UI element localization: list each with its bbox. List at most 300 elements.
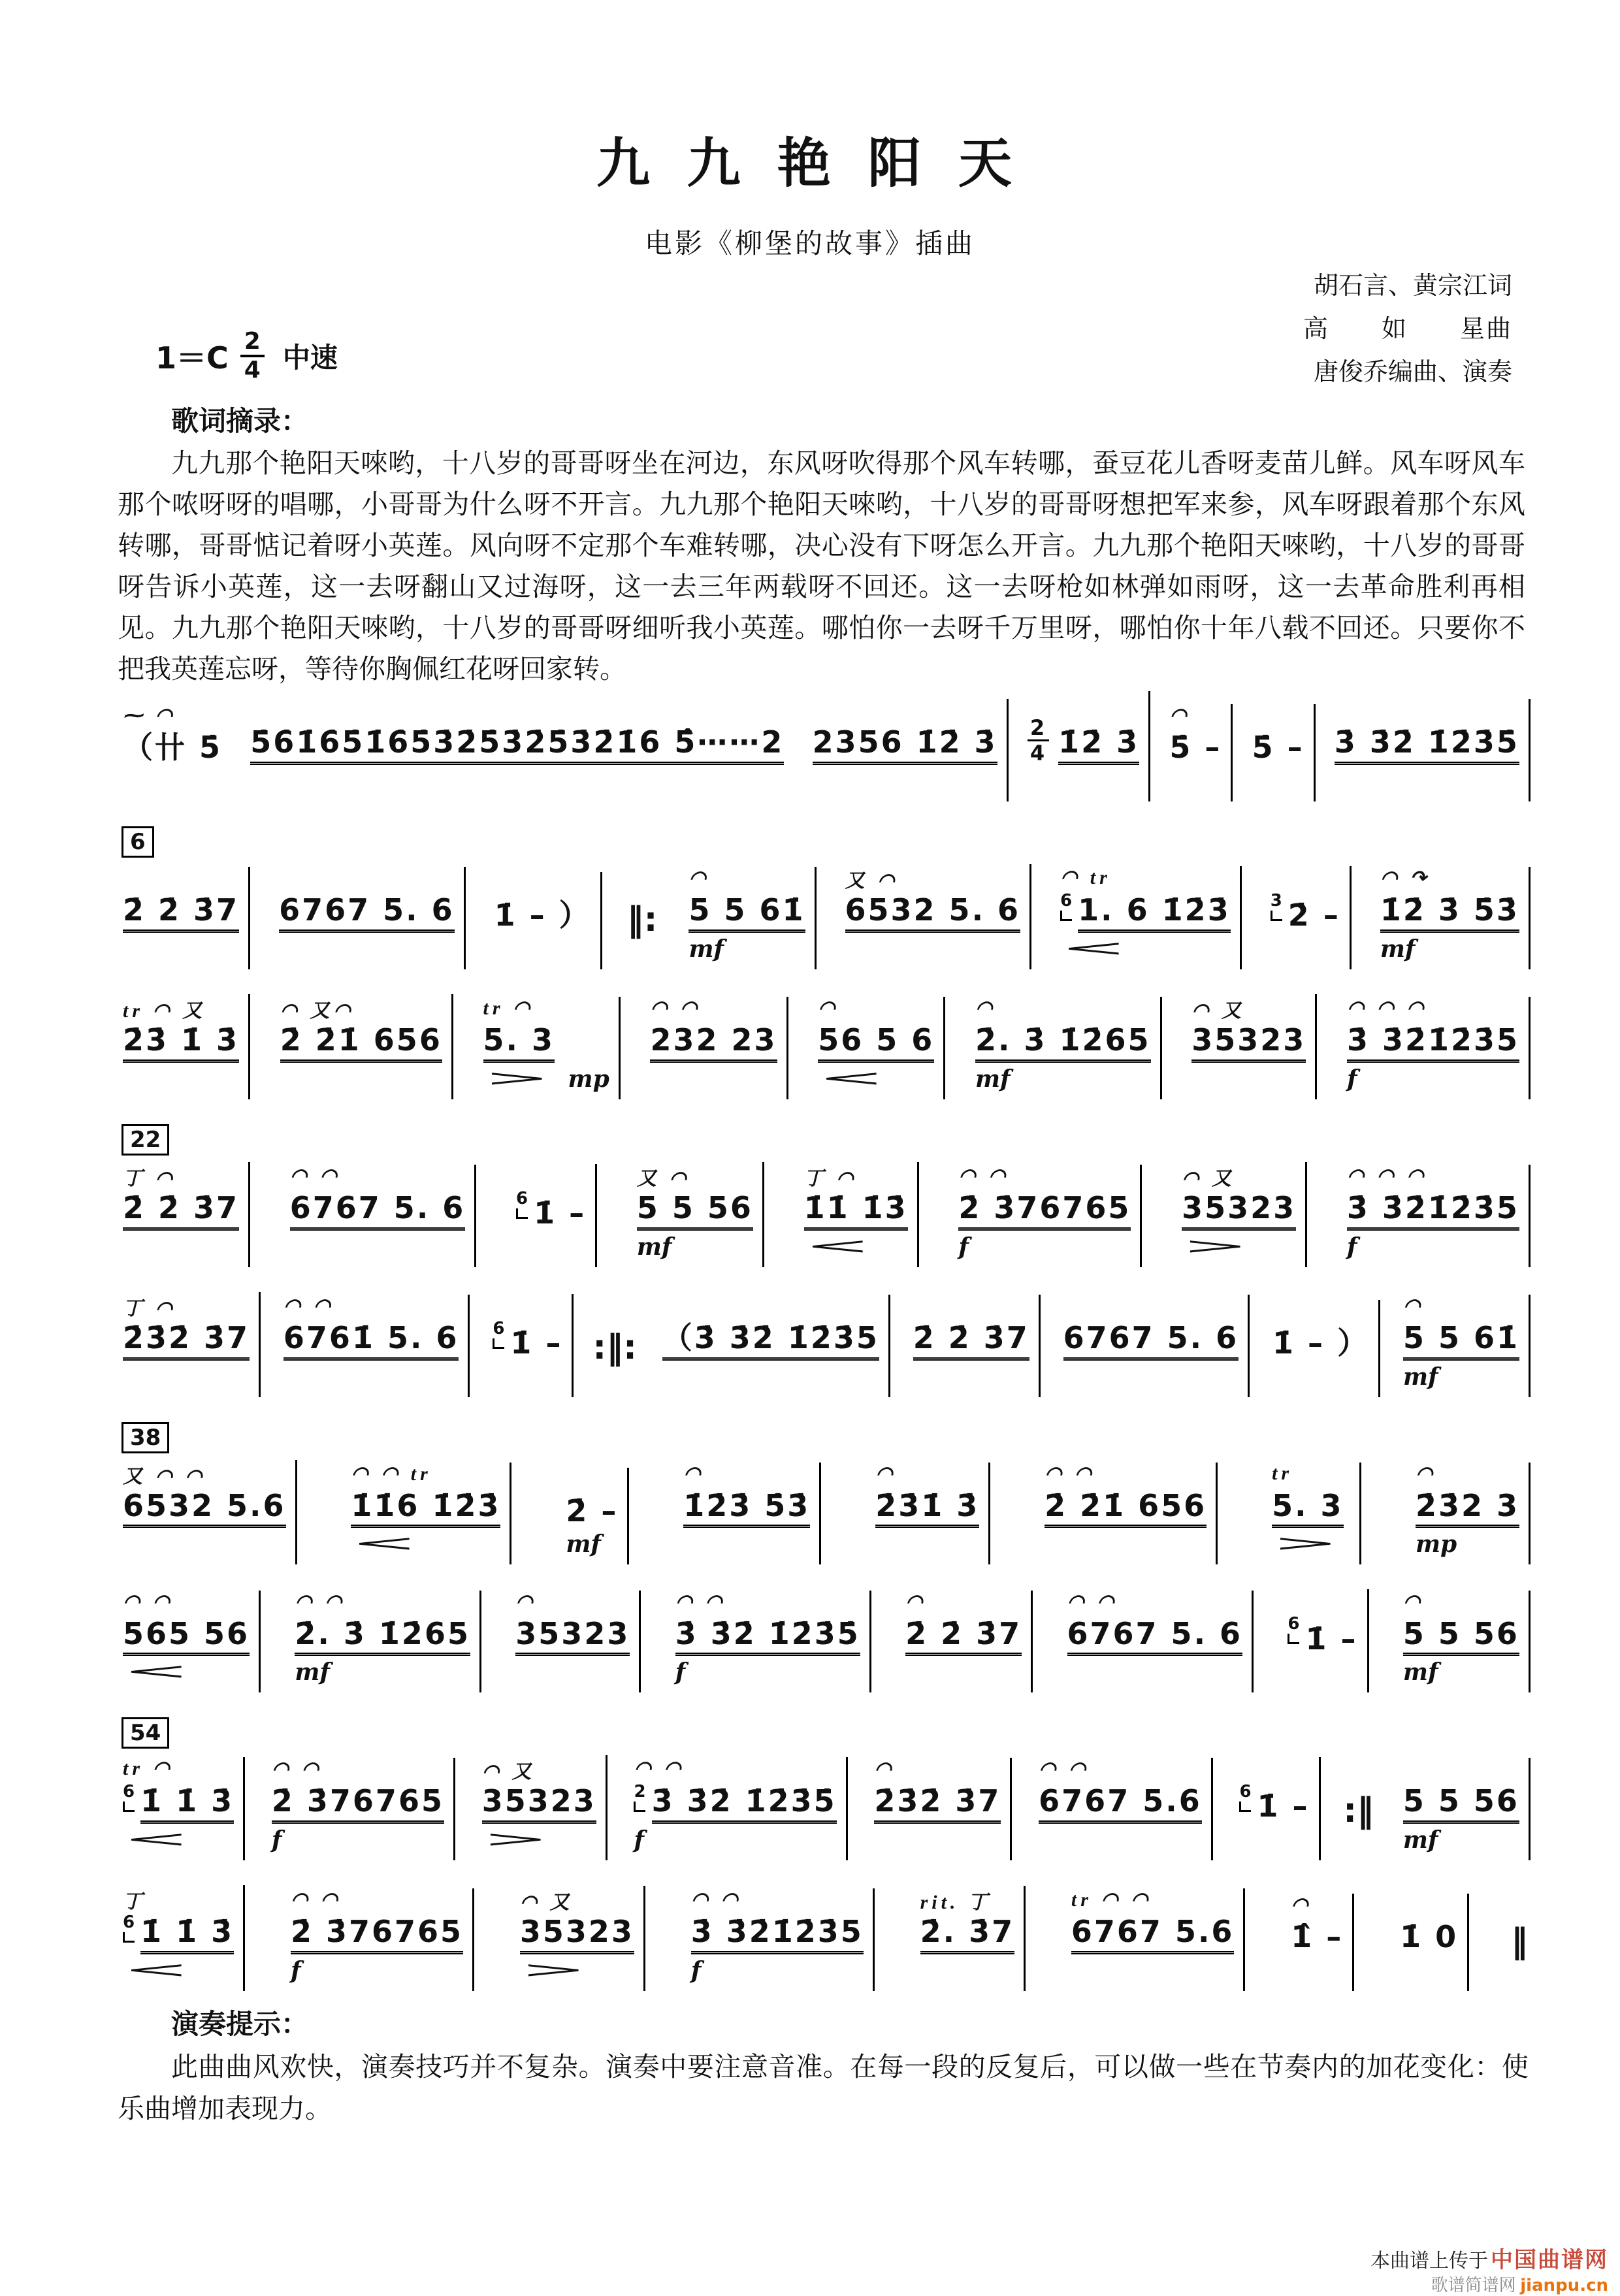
note-group: 2̇ 2̇ 3̇7 xyxy=(123,1191,239,1231)
dynamics-row xyxy=(675,1656,860,1692)
note-group: 2̇ 2̇ 3̇7 xyxy=(905,1617,1022,1657)
measure xyxy=(656,1295,890,1397)
note-group: 5 5 56 xyxy=(637,1191,753,1231)
measure xyxy=(559,1468,629,1565)
slide-bracket-icon xyxy=(1239,1802,1251,1812)
ornament-marks: 丁 ◠ xyxy=(123,1297,176,1319)
note-group: 232 23 xyxy=(650,1023,777,1063)
note-group: 2̇ – xyxy=(566,1493,619,1528)
dynamics-row xyxy=(279,933,455,969)
measure xyxy=(669,1591,871,1693)
dynamics-row xyxy=(1403,1824,1519,1860)
lyrics-label: 歌词摘录： xyxy=(171,407,309,437)
dynamics-row xyxy=(290,1231,466,1267)
note-group: 2̇3̇2̇ 3̇7 xyxy=(874,1784,1001,1824)
key-signature-line xyxy=(155,330,338,382)
dynamic-marking: mf xyxy=(295,1658,330,1687)
measure xyxy=(685,1888,875,1991)
note-group: 2̇ 2̇ 3̇7 xyxy=(913,1321,1029,1361)
dynamics-row xyxy=(515,1656,630,1692)
decrescendo-hairpin: > xyxy=(519,1957,587,1984)
slide-bracket-icon xyxy=(516,1208,528,1219)
slide-bracket-icon xyxy=(1060,911,1072,921)
note-group: 1̇2̇ 3̇ 5̇3̇ xyxy=(1380,893,1519,933)
note-group: 1̇2̇ 3̇ xyxy=(1058,725,1139,765)
note-group: 2̇. 3̇ 1̇2̇65 xyxy=(295,1617,470,1657)
note-group: 6767 5. 6 xyxy=(1067,1617,1243,1657)
ornament-marks: ◠ ◠ xyxy=(290,1889,342,1911)
measure-notes xyxy=(662,1321,879,1361)
measure xyxy=(907,1295,1041,1397)
dynamic-marking: mf xyxy=(1402,1658,1438,1687)
note-group: 1̇1̇6 1̇2̇3̇ xyxy=(351,1489,500,1528)
measure-notes xyxy=(123,1023,239,1063)
measure-notes xyxy=(650,1023,777,1063)
ornament-marks xyxy=(1272,1300,1369,1326)
measure-notes xyxy=(516,1190,586,1231)
measure xyxy=(116,1292,261,1397)
measure xyxy=(272,867,466,969)
measure xyxy=(509,1591,641,1693)
measure-notes xyxy=(482,1784,596,1824)
dynamic-marking: mf xyxy=(636,1233,672,1261)
grace-note-mark xyxy=(123,1914,137,1943)
note-group: 3̇ 3̇2̇1̇2̇3̇5 xyxy=(691,1915,864,1954)
note-group: 3̇ 3̇2̇ 1̇2̇3̇5̇ xyxy=(675,1617,860,1657)
note-group: 56 5 6 xyxy=(818,1023,934,1063)
measure-number-box: 22 xyxy=(122,1124,169,1156)
note-group: 2̇ 3̇76765 xyxy=(958,1191,1131,1231)
dynamic-marking: f xyxy=(634,1826,644,1854)
ornament-marks: ◠ ◠ xyxy=(958,1165,1010,1187)
page-title: 九 九 艳 阳 天 xyxy=(596,134,1024,193)
measure xyxy=(1397,1295,1531,1397)
note-group: 1̇ – xyxy=(510,1325,563,1361)
measure xyxy=(476,1755,608,1860)
ornament-marks: ◠ xyxy=(1169,705,1191,727)
note-group: 35323 xyxy=(520,1915,634,1954)
measure-notes xyxy=(1252,730,1304,765)
decrescendo-hairpin: > xyxy=(1272,1530,1339,1557)
measure xyxy=(869,1463,990,1565)
measure xyxy=(277,1295,470,1397)
credit-arranger: 唐俊乔编曲、演奏 xyxy=(1313,359,1512,386)
tempo-marking: 中速 xyxy=(282,344,338,374)
music-line xyxy=(116,1589,1531,1692)
ornament-marks: ◠ xyxy=(515,1591,537,1613)
dynamic-marking: f xyxy=(290,1957,301,1985)
ornament-marks: ◠ ◠ ◠ xyxy=(1346,1165,1428,1187)
grace-note-number: 6 xyxy=(516,1188,530,1208)
credit-composer: 高 如 星曲 xyxy=(1303,315,1512,343)
watermark xyxy=(1370,2247,1608,2296)
crescendo-hairpin: < xyxy=(1060,935,1127,962)
measure-notes xyxy=(1063,1321,1239,1361)
note-group: 1̇ – xyxy=(534,1195,587,1231)
measure xyxy=(867,1758,1012,1860)
lyrics-text: 九九那个艳阳天唻哟，十八岁的哥哥呀坐在河边，东风呀吹得那个风车转哪，蚕豆花儿香呀麦苗儿鲜。风车呀风车那个哝呀呀的唱哪，小哥哥为什么呀不开言。九九那个艳阳天唻哟，十八岁的哥哥呀想把军来参，风车呀跟着那个东风转哪，哥哥惦记着呀小英莲。风向呀不定那个车难转哪，决心没有下呀怎么开言。九九那个艳阳天唻哟，十八岁的哥哥呀告诉小英莲，这一去呀翻山又过海呀，这一去三年两载呀不回还。这一去呀枪如林弹如雨呀，这一去革命胜利再相见。九九那个艳阳天唻哟，十八岁的哥哥呀细听我小英莲。哪怕你一去呀千万里呀，哪怕你十年八载不回还。只要你不把我英莲忘呀，等待你胸佩红花呀回家转。 xyxy=(118,448,1525,684)
ornament-marks: tr ◠ xyxy=(123,1758,174,1780)
note-group: 3̇ 3̇2̇ 1̇2̇3̇5̇ xyxy=(1335,725,1519,765)
dynamics-row xyxy=(637,1231,753,1267)
measure xyxy=(627,1757,847,1860)
music-line xyxy=(116,1885,1531,1991)
music-line xyxy=(116,1755,1531,1860)
grace-note-number: 6 xyxy=(493,1318,507,1338)
measure-notes xyxy=(1028,717,1139,765)
grace-note-mark xyxy=(1239,1783,1253,1812)
dynamics-row xyxy=(280,1063,442,1099)
ornament-marks: tr ◠ xyxy=(483,997,534,1019)
measure-notes xyxy=(123,1321,250,1361)
note-group: 6767 5.6 xyxy=(1071,1915,1235,1954)
crescendo-hairpin: < xyxy=(123,1658,190,1685)
ornament-marks: 又 ◠ xyxy=(845,870,899,892)
ornament-marks: ◠ xyxy=(874,1758,896,1781)
ornament-marks: ◠ xyxy=(975,997,997,1019)
ornament-marks: ◠ xyxy=(688,867,710,889)
slide-bracket-icon xyxy=(123,1802,135,1812)
note-group: （3̇ 3̇2̇ 1̇2̇3̇5 xyxy=(662,1321,879,1361)
ornament-marks: ◠ xyxy=(683,1463,705,1485)
dynamics-row xyxy=(920,1954,1015,1991)
time-signature-denominator: 4 xyxy=(244,357,261,383)
ornament-marks: 又 ◠ xyxy=(636,1167,690,1189)
measure-notes xyxy=(1045,1489,1207,1528)
measure xyxy=(116,704,231,801)
measure-notes xyxy=(290,1191,466,1231)
measure-notes xyxy=(123,1783,234,1824)
measure xyxy=(1065,1888,1246,1991)
dynamics-row xyxy=(874,1824,1001,1860)
music-line xyxy=(116,1460,1531,1565)
dynamics-row xyxy=(1403,1361,1519,1397)
grace-note-mark xyxy=(493,1320,506,1349)
grace-note-number: 6 xyxy=(1288,1614,1302,1634)
measure-notes xyxy=(1239,1783,1309,1824)
measure xyxy=(344,1463,511,1565)
dynamics-row xyxy=(1252,765,1304,801)
dynamics-row xyxy=(494,933,591,969)
ornament-marks: ◠ 又 xyxy=(481,1761,536,1783)
grace-note-number: 6 xyxy=(123,1782,137,1802)
dynamics-row xyxy=(123,1063,239,1099)
note-group: 5̇ – xyxy=(1169,730,1222,766)
measure xyxy=(1397,1591,1531,1693)
ornament-marks xyxy=(813,699,997,725)
dynamics-row xyxy=(691,1954,864,1991)
ornament-marks: ◠ 又 xyxy=(1191,999,1245,1022)
ornament-marks xyxy=(1288,1589,1357,1615)
measure-notes xyxy=(272,1784,444,1824)
dynamics-row xyxy=(975,1063,1151,1099)
ornament-marks: 丁 ◠ xyxy=(123,1167,176,1189)
measure xyxy=(677,1463,821,1565)
grace-note-number: 6 xyxy=(1060,890,1075,911)
crescendo-hairpin: < xyxy=(123,1826,190,1853)
note-group: 2̇3̇1̇ 3̇ xyxy=(875,1489,979,1528)
repeat-barline: :‖: xyxy=(592,1327,637,1367)
ornament-marks xyxy=(1400,1894,1458,1920)
dynamics-row xyxy=(1063,1361,1239,1397)
ornament-marks xyxy=(913,1295,1029,1321)
ornament-marks xyxy=(1239,1757,1309,1783)
ornament-marks: ◠ ◠ xyxy=(675,1591,726,1613)
credit-lyricist: 胡石言、黄宗江词 xyxy=(1313,272,1512,300)
dynamics-row xyxy=(123,1954,234,1991)
note-group: 2̇ 2̇1̇ 656 xyxy=(1045,1489,1207,1528)
dynamics-row xyxy=(1028,765,1139,801)
measure xyxy=(1185,994,1317,1099)
note-group: 6767 5.6 xyxy=(1039,1784,1202,1824)
dynamics-row xyxy=(1272,1361,1369,1397)
dynamics-row xyxy=(284,1361,459,1397)
slide-bracket-icon xyxy=(123,1932,135,1943)
measure-notes xyxy=(958,1191,1131,1231)
dynamics-row xyxy=(291,1954,463,1991)
dynamics-row xyxy=(1347,1063,1519,1099)
ornament-marks: tr ◠ ◠ xyxy=(1071,1889,1152,1911)
measure xyxy=(899,1591,1033,1693)
note-group: 6767 5. 6 xyxy=(1063,1321,1239,1361)
measure xyxy=(643,997,788,1099)
measure-notes xyxy=(1191,1023,1306,1063)
measure-notes xyxy=(1060,892,1231,933)
slide-bracket-icon xyxy=(1271,911,1282,921)
dynamics-row xyxy=(958,1231,1131,1267)
note-group: 6532 5. 6 xyxy=(845,893,1021,933)
measure-notes xyxy=(1039,1784,1202,1824)
measure-notes xyxy=(1416,1489,1519,1528)
measure xyxy=(1281,1589,1369,1692)
ornament-marks: 丁 xyxy=(123,1891,146,1913)
measure xyxy=(1061,1591,1254,1693)
note-group: 3̇ 3̇2̇1̇2̇3̇5 xyxy=(1347,1191,1519,1231)
dynamics-row xyxy=(1039,1824,1202,1860)
ornament-marks: ◠ 又◠ xyxy=(280,999,355,1022)
dynamic-marking: mf xyxy=(975,1065,1011,1093)
time-signature xyxy=(240,330,265,382)
note-group: 2356 1̇2̇ 3̇ xyxy=(813,725,997,765)
ornament-marks xyxy=(279,867,455,893)
note-group: 5 5 56 xyxy=(1403,1617,1519,1657)
dynamics-row xyxy=(482,1824,596,1860)
measure-notes xyxy=(1272,1326,1369,1361)
dynamics-row xyxy=(1182,1231,1296,1267)
measure xyxy=(952,1165,1142,1267)
note-group: 2̇3̇2̇ 3̇7 xyxy=(123,1321,250,1361)
ornament-marks xyxy=(123,867,239,893)
key-tonic: 1＝C xyxy=(155,340,229,376)
dynamic-marking: f xyxy=(1346,1065,1357,1093)
measure xyxy=(116,1757,245,1860)
measure-number-box: 38 xyxy=(122,1422,169,1453)
dynamics-row xyxy=(1291,1954,1343,1991)
measure-notes xyxy=(688,893,805,933)
dynamics-row xyxy=(634,1824,836,1860)
measure xyxy=(806,699,1009,801)
dynamic-marking: f xyxy=(271,1826,282,1854)
ornament-marks xyxy=(493,1294,562,1320)
measure-notes xyxy=(295,1617,470,1657)
note-group: 2̇. 3̇7 xyxy=(920,1915,1015,1954)
measure xyxy=(116,1162,250,1267)
dynamics-row xyxy=(123,1656,250,1692)
dynamics-row xyxy=(483,1063,609,1099)
dynamics-row xyxy=(650,1063,777,1099)
note-group: 5̇6̇1̇6̇5̇1̇6̇5̇3̇2̇5̇3̇2̇5̇3̇2̇1̇6 5̂⋯⋯2 xyxy=(250,725,784,765)
measure-notes xyxy=(1380,893,1519,933)
measure xyxy=(1175,1162,1307,1267)
ornament-marks xyxy=(494,872,591,898)
measure-notes xyxy=(1403,1617,1519,1657)
dynamics-row xyxy=(804,1231,908,1267)
measure xyxy=(1032,1758,1213,1860)
measure-notes xyxy=(675,1617,860,1657)
measure-notes xyxy=(1067,1617,1243,1657)
dynamics-row xyxy=(1403,1656,1519,1692)
note-group: 35323 xyxy=(515,1617,630,1657)
measure xyxy=(1038,1463,1218,1565)
ornament-marks: ◠ ◠ xyxy=(634,1758,685,1780)
measure xyxy=(1340,997,1531,1099)
note-group: 2̇ – xyxy=(1288,897,1340,933)
measure xyxy=(1284,1894,1354,1991)
grace-note-number: 6 xyxy=(123,1913,137,1933)
grace-note-number: 6 xyxy=(1239,1782,1254,1802)
measure xyxy=(630,1162,764,1267)
measure-notes xyxy=(250,725,784,765)
note-group: 35323 xyxy=(1182,1191,1296,1231)
measure-notes xyxy=(520,1915,634,1954)
measure-notes xyxy=(1182,1191,1296,1231)
dynamic-marking: f xyxy=(690,1957,702,1985)
ornament-marks xyxy=(250,699,784,725)
ornament-marks xyxy=(1403,1758,1519,1784)
dynamics-row xyxy=(1335,765,1519,801)
measure xyxy=(1340,1165,1531,1267)
dynamics-row xyxy=(295,1656,470,1692)
measure-notes xyxy=(279,893,455,933)
decrescendo-hairpin: > xyxy=(481,1826,549,1853)
grace-note-mark xyxy=(634,1783,647,1812)
note-group: 2̇. 3̇ 1̇2̇65 xyxy=(975,1023,1151,1063)
measure-notes xyxy=(813,725,997,765)
measure-notes xyxy=(123,730,222,765)
ornament-marks xyxy=(1028,691,1139,717)
repeat-barline: ‖ xyxy=(1510,1922,1528,1962)
measure-number-box: 6 xyxy=(122,826,154,858)
crescendo-hairpin: < xyxy=(123,1957,190,1984)
decrescendo-hairpin: > xyxy=(1182,1233,1249,1259)
note-group: 2̇ 2̇ 3̇7 xyxy=(123,893,239,933)
slide-bracket-icon xyxy=(493,1338,504,1349)
measure-notes xyxy=(123,1489,286,1528)
dynamic-marking: f xyxy=(675,1658,686,1687)
grace-note-mark xyxy=(1271,892,1284,921)
note-group: 2̇ 3̇76765 xyxy=(272,1784,444,1824)
note-group: 1̇ – xyxy=(1305,1621,1358,1657)
measure-notes xyxy=(1347,1191,1519,1231)
note-group: 1̇ 1̇ 3̇ xyxy=(140,1915,234,1954)
note-group: 3̇ 3̇2̇1̇2̇3̇5 xyxy=(1347,1023,1519,1063)
measure-notes xyxy=(123,1914,234,1954)
ornament-marks xyxy=(516,1164,586,1190)
dynamics-row xyxy=(520,1954,634,1991)
measure xyxy=(1397,1758,1531,1860)
dynamics-row xyxy=(351,1528,500,1564)
measure xyxy=(811,997,945,1099)
ornament-marks: ◠ ◠ xyxy=(690,1889,742,1911)
music-notation xyxy=(116,691,1531,2016)
dynamic-marking: mf xyxy=(688,935,724,963)
note-group: 1̇ – xyxy=(1257,1788,1310,1824)
measure-notes xyxy=(634,1783,836,1824)
subtitle: 电影《柳堡的故事》插曲 xyxy=(644,229,975,259)
ornament-marks: ◠ ◠ xyxy=(1039,1758,1090,1781)
measure-notes xyxy=(280,1023,442,1063)
measure-notes xyxy=(975,1023,1151,1063)
measure xyxy=(284,1888,474,1991)
note-group: 6532 5.6 xyxy=(123,1489,286,1528)
measure xyxy=(116,1885,245,1991)
repeat-barline: ‖: xyxy=(626,899,658,939)
dynamic-marking: mp xyxy=(568,1065,609,1093)
measure-notes xyxy=(818,1023,934,1063)
note-group: 6767 5. 6 xyxy=(290,1191,466,1231)
ornament-marks: ◠ xyxy=(1415,1463,1437,1485)
ornament-marks: ◠ xyxy=(1291,1894,1312,1916)
measure-notes xyxy=(1403,1784,1519,1824)
note-group: 2̇ 3̇76765 xyxy=(291,1915,463,1954)
dynamics-row xyxy=(1239,1824,1309,1860)
note-group: 6767 5. 6 xyxy=(279,893,455,933)
grace-note-mark xyxy=(123,1783,137,1812)
decrescendo-hairpin: > xyxy=(483,1065,551,1091)
dynamics-row xyxy=(250,765,784,801)
ornament-marks: ◠ xyxy=(905,1591,927,1613)
ornament-marks: ◠ 又 xyxy=(1182,1167,1235,1189)
dynamics-row xyxy=(1347,1231,1519,1267)
dynamics-row xyxy=(272,1824,444,1860)
dynamics-row xyxy=(1380,933,1519,969)
dynamics-row xyxy=(123,765,222,801)
measure-notes xyxy=(123,893,239,933)
performance-note-label: 演奏提示： xyxy=(171,2010,309,2040)
measure xyxy=(1264,866,1352,969)
ornament-marks: 又 ◠ ◠ xyxy=(123,1465,206,1487)
measure xyxy=(1265,1463,1361,1565)
music-line xyxy=(116,691,1531,801)
dynamics-row xyxy=(1045,1528,1207,1564)
ornament-marks: ⁓ ◠ xyxy=(123,705,176,727)
measure-notes xyxy=(1403,1321,1519,1361)
ornament-marks: ◠ xyxy=(1402,1591,1425,1613)
measure xyxy=(288,1591,481,1693)
measure-notes xyxy=(493,1320,562,1361)
ornament-marks: tr xyxy=(1272,1462,1293,1484)
note-group: 5 5 56 xyxy=(1403,1784,1519,1824)
measure xyxy=(244,699,793,801)
measure xyxy=(116,1591,261,1693)
dynamics-row xyxy=(566,1528,618,1564)
measure xyxy=(1393,1894,1469,1991)
measure xyxy=(1266,1300,1380,1397)
dynamics-row xyxy=(1191,1063,1306,1099)
inline-time-signature: $\frac{2}{4}$ xyxy=(1028,717,1049,764)
measure-notes xyxy=(845,893,1021,933)
note-group: 6761̇ 5. 6 xyxy=(284,1321,459,1361)
